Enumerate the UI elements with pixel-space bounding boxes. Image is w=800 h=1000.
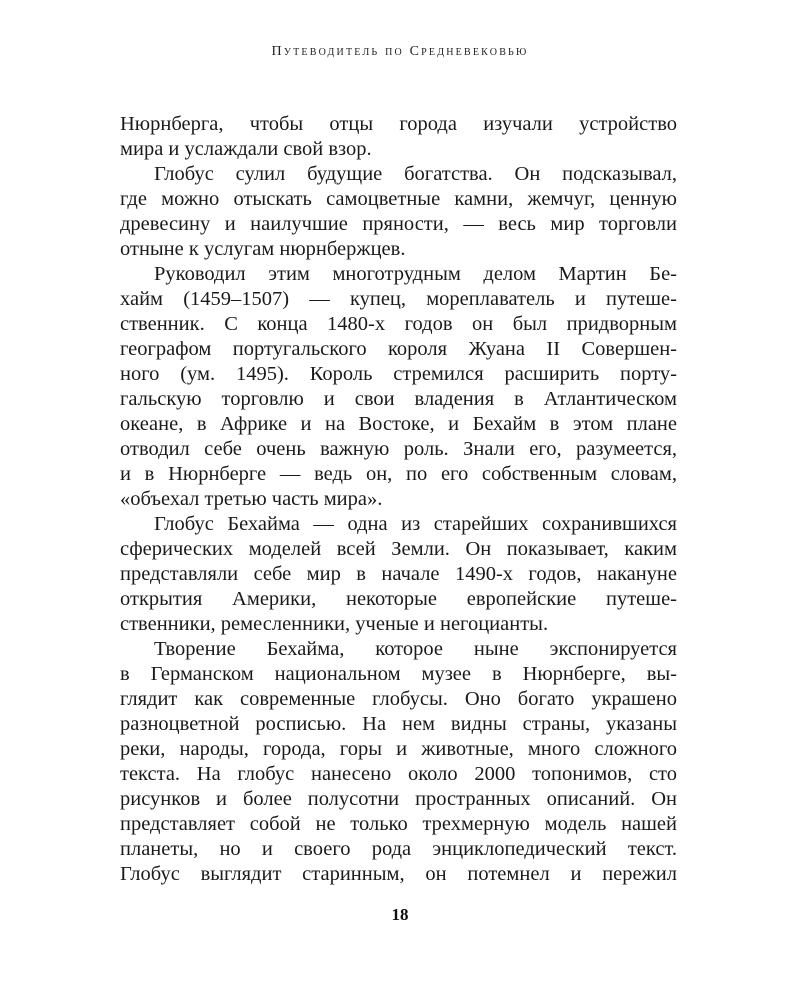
- text-line: ственник. С конца 1480-х годов он был придворным: [120, 313, 677, 335]
- text-line: открытия Америки, некоторые европейские путеше-: [120, 588, 677, 610]
- body-text: [120, 112, 677, 887]
- text-line: разноцветной росписью. На нем видны страны, указаны: [120, 713, 677, 735]
- text-line: ственники, ремесленники, ученые и негоцианты.: [120, 613, 549, 635]
- text-line: Глобус сулил будущие богатства. Он подсказывал,: [154, 163, 677, 185]
- text-line: представляли себе мир в начале 1490-х годов, накануне: [120, 563, 677, 585]
- text-line: и в Нюрнберге — ведь он, по его собственным словам,: [120, 463, 677, 485]
- text-line: Творение Бехайма, которое ныне экспонируется: [154, 638, 677, 660]
- text-line: Глобус Бехайма — одна из старейших сохранившихся: [154, 513, 677, 535]
- text-line: отныне к услугам нюрнбержцев.: [120, 238, 406, 260]
- text-line: океане, в Африке и на Востоке, и Бехайм в этом плане: [120, 413, 677, 435]
- text-line: ного (ум. 1495). Король стремился расширить порту-: [120, 363, 677, 385]
- text-line: Глобус выглядит старинным, он потемнел и пережил: [120, 863, 677, 885]
- text-line: сферических моделей всей Земли. Он показывает, каким: [120, 538, 677, 560]
- text-line: где можно отыскать самоцветные камни, жемчуг, ценную: [120, 188, 677, 210]
- page-number: 18: [391, 905, 409, 924]
- text-line: Нюрнберга, чтобы отцы города изучали устройство: [120, 113, 677, 135]
- text-line: рисунков и более полусотни пространных описаний. Он: [120, 788, 677, 810]
- text-line: древесину и наилучшие пряности, — весь мир торговли: [120, 213, 677, 235]
- text-line: глядит как современные глобусы. Оно богато украшено: [120, 688, 677, 710]
- text-line: представляет собой не только трехмерную модель нашей: [120, 813, 677, 835]
- text-line: «объехал третью часть мира».: [120, 488, 383, 510]
- text-line: текста. На глобус нанесено около 2000 топонимов, сто: [120, 763, 677, 785]
- text-line: мира и услаждали свой взор.: [120, 138, 372, 160]
- text-line: Руководил этим многотрудным делом Мартин Бе-: [154, 263, 677, 285]
- text-line: в Германском национальном музее в Нюрнберге, вы-: [120, 663, 677, 685]
- text-line: отводил себе очень важную роль. Знали его, разумеется,: [120, 438, 677, 460]
- running-head: Путеводитель по Средневековью: [271, 44, 529, 59]
- text-line: гальскую торговлю и свои владения в Атлантическом: [120, 388, 677, 410]
- text-line: планеты, но и своего рода энциклопедический текст.: [120, 838, 677, 860]
- text-line: хайм (1459–1507) — купец, мореплаватель и путеше-: [120, 288, 677, 310]
- text-line: географом португальского короля Жуана II Совершен-: [120, 338, 677, 360]
- text-line: реки, народы, города, горы и животные, много сложного: [120, 738, 677, 760]
